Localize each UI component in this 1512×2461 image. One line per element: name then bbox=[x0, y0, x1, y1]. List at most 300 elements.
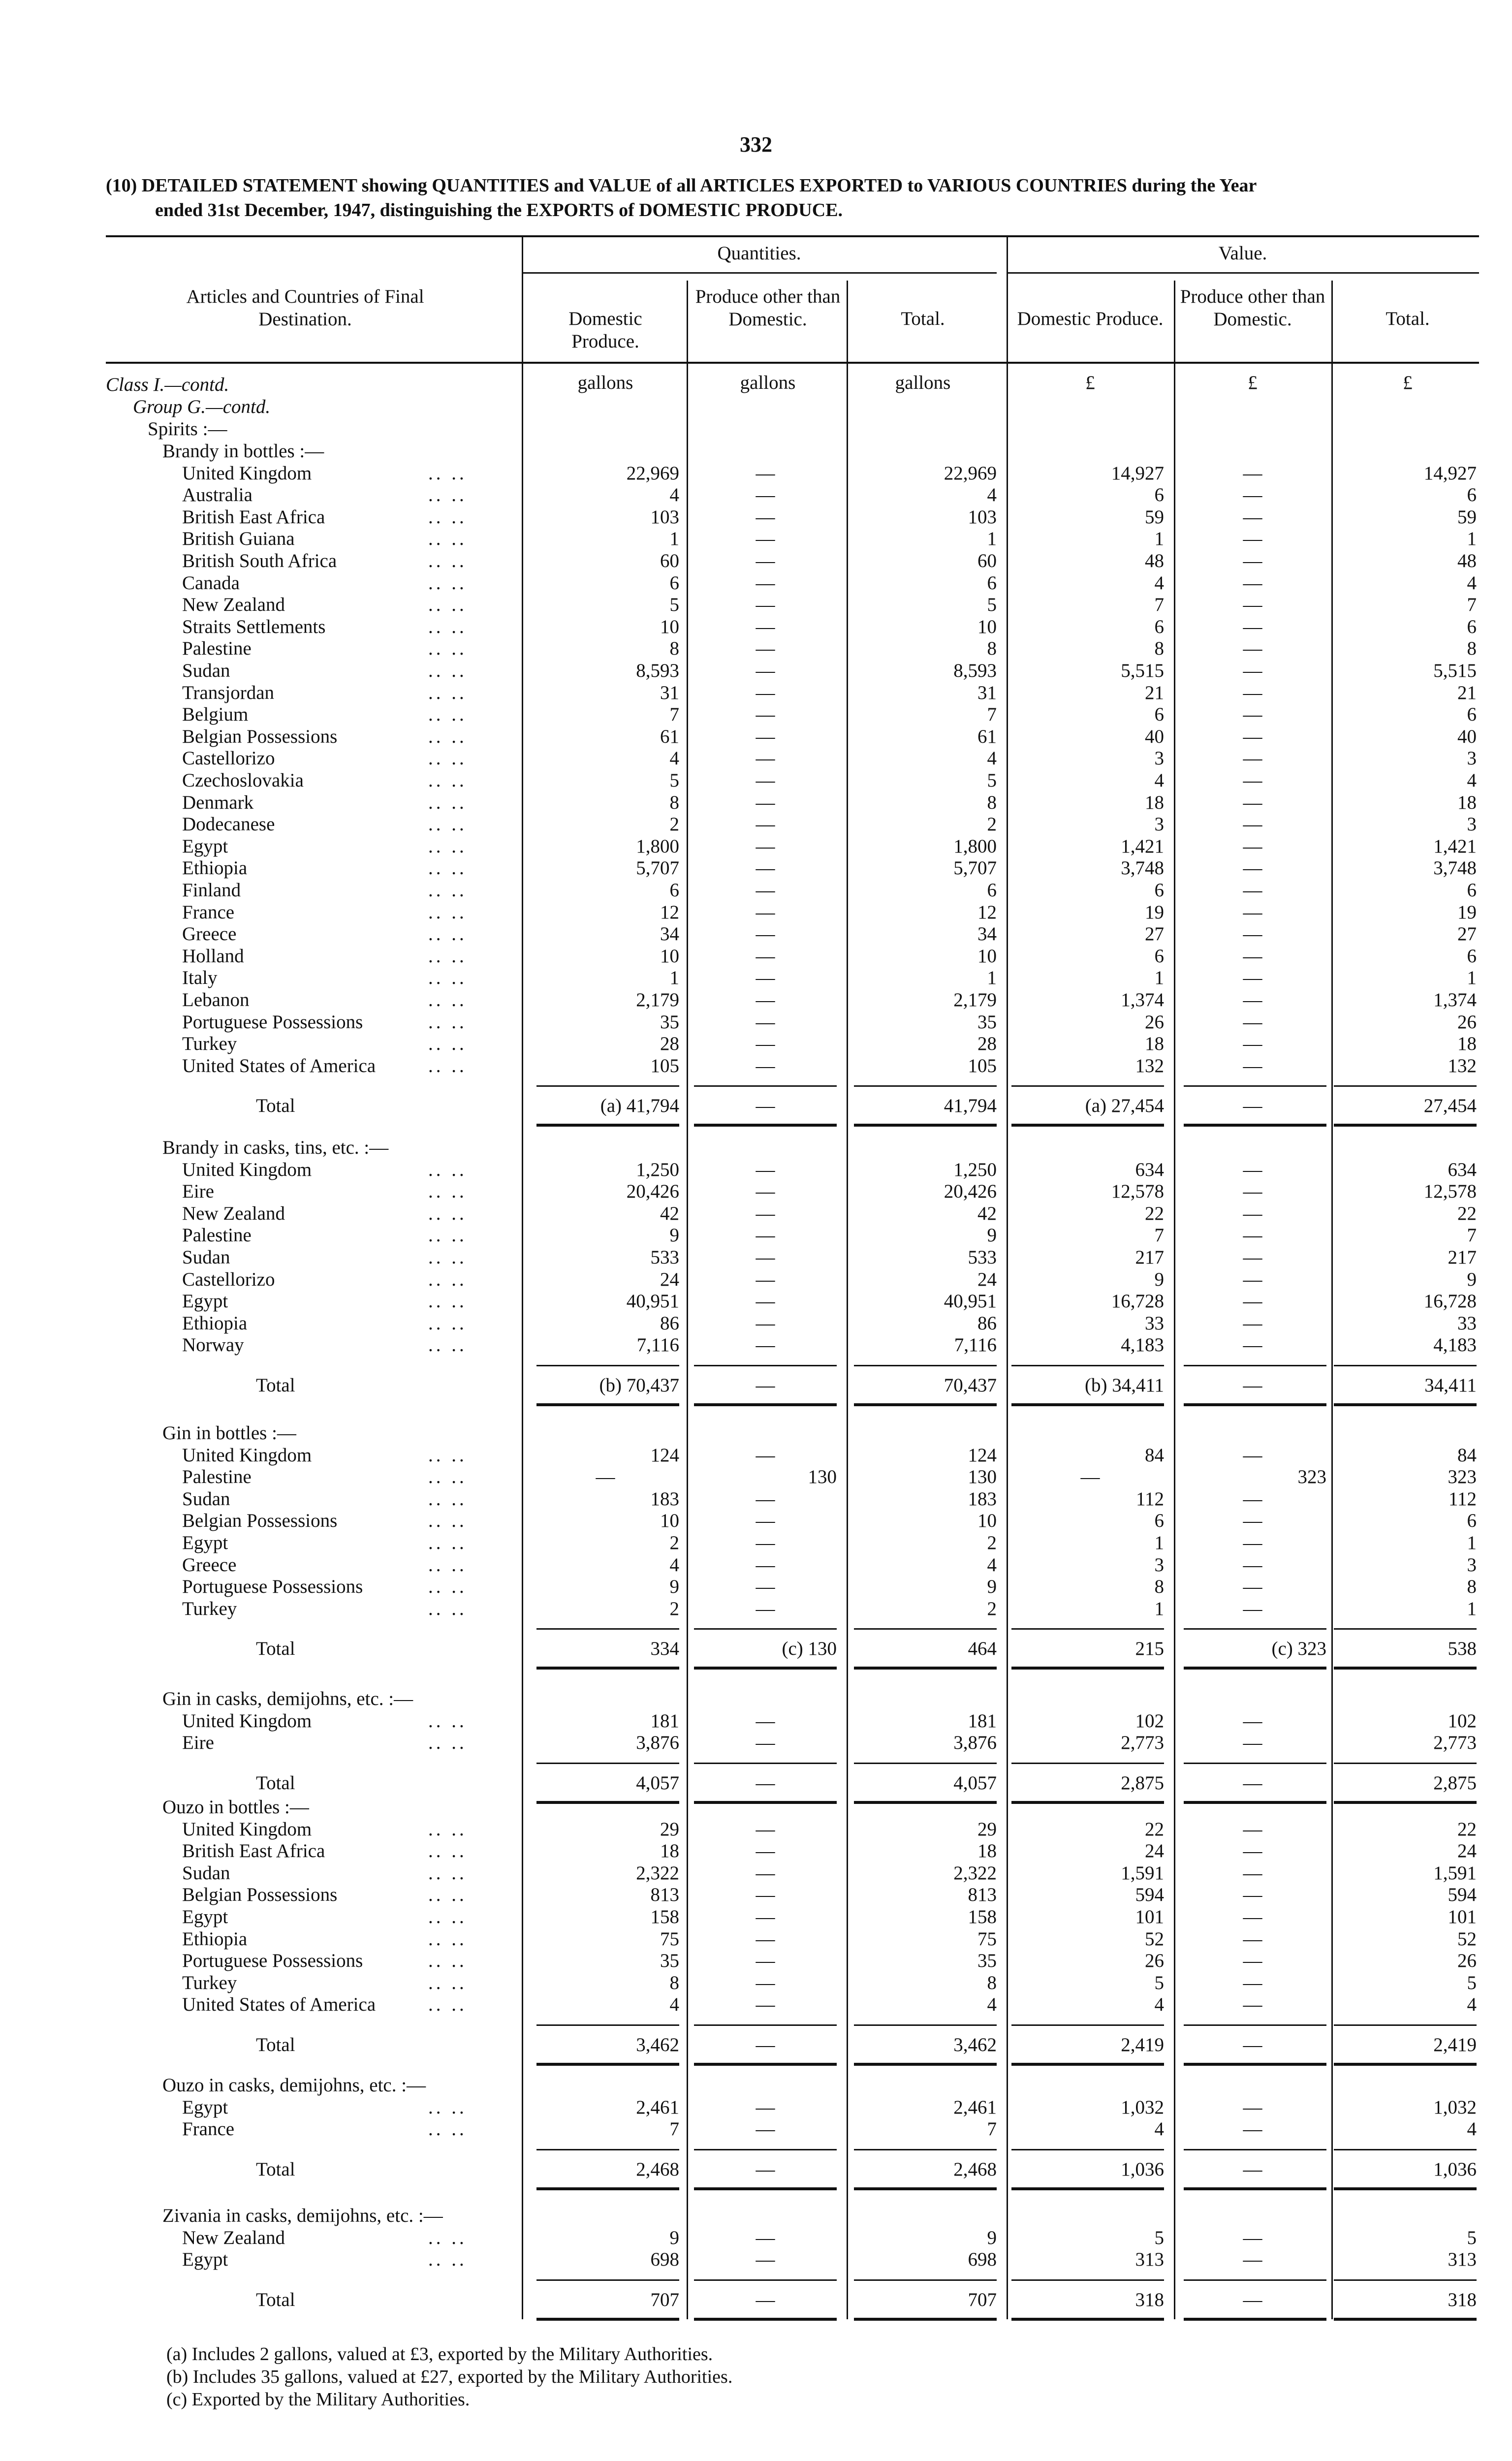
dash-cell: — bbox=[756, 1247, 775, 1268]
dash-cell: — bbox=[1243, 1576, 1262, 1598]
value-cell: 6 bbox=[1467, 704, 1477, 726]
dash-cell: — bbox=[756, 791, 775, 813]
value-cell: 3 bbox=[1467, 748, 1477, 769]
country-name: British East Africa bbox=[182, 506, 325, 528]
country-name: Egypt bbox=[182, 2249, 228, 2271]
section-title: Gin in bottles :— bbox=[162, 1422, 296, 1444]
subtotal-rule bbox=[536, 1085, 679, 1087]
country-name: Egypt bbox=[182, 1291, 228, 1312]
total-value-cell: 334 bbox=[650, 1638, 679, 1660]
value-cell: 4 bbox=[987, 1554, 997, 1576]
value-cell: 1,421 bbox=[1121, 835, 1164, 857]
value-cell: 4,183 bbox=[1433, 1334, 1477, 1356]
value-cell: 33 bbox=[1145, 1312, 1164, 1334]
value-cell: 31 bbox=[977, 682, 997, 703]
total-rule bbox=[694, 2063, 837, 2066]
total-rule bbox=[1184, 2318, 1326, 2321]
value-cell: 4 bbox=[669, 1554, 679, 1576]
value-cell: 2,461 bbox=[953, 2096, 997, 2118]
value-cell: 813 bbox=[968, 1884, 997, 1906]
country-name: British East Africa bbox=[182, 1840, 325, 1862]
total-rule bbox=[536, 1667, 679, 1670]
total-value-cell: 27,454 bbox=[1423, 1095, 1477, 1117]
value-cell: 103 bbox=[968, 506, 997, 528]
dash-cell: — bbox=[1243, 594, 1262, 616]
country-name: Egypt bbox=[182, 2096, 228, 2118]
total-rule bbox=[854, 1124, 997, 1127]
dot-leader: .. .. bbox=[428, 1840, 467, 1862]
value-cell: 40 bbox=[1457, 726, 1477, 747]
dash-cell: — bbox=[1243, 638, 1262, 660]
dash-cell: — bbox=[1243, 2249, 1262, 2271]
dot-leader: .. .. bbox=[428, 1862, 467, 1884]
dash-cell: — bbox=[1243, 1554, 1262, 1576]
value-cell: 24 bbox=[660, 1268, 679, 1290]
subtotal-rule bbox=[536, 2024, 679, 2026]
dash-cell: — bbox=[756, 1884, 775, 1906]
dash-cell: — bbox=[756, 1928, 775, 1950]
value-cell: 86 bbox=[660, 1312, 679, 1334]
value-cell: 12 bbox=[660, 901, 679, 923]
dot-leader: .. .. bbox=[428, 748, 467, 769]
subtotal-rule bbox=[1334, 1763, 1477, 1764]
value-cell: 4 bbox=[1154, 2118, 1164, 2140]
country-name: Greece bbox=[182, 923, 237, 945]
total-rule bbox=[854, 2318, 997, 2321]
total-rule bbox=[536, 2063, 679, 2066]
country-name: Eire bbox=[182, 1181, 214, 1202]
value-cell: 132 bbox=[1448, 1055, 1477, 1076]
dash-cell: — bbox=[1243, 748, 1262, 769]
value-cell: 16,728 bbox=[1111, 1291, 1164, 1312]
dash-cell: — bbox=[756, 748, 775, 769]
subtotal-rule bbox=[1334, 1085, 1477, 1087]
value-cell: 52 bbox=[1457, 1928, 1477, 1950]
dot-leader: .. .. bbox=[428, 791, 467, 813]
country-name: Sudan bbox=[182, 660, 230, 681]
total-label: Total bbox=[256, 2034, 295, 2055]
dash-cell: — bbox=[1243, 1159, 1262, 1180]
dash-cell: — bbox=[1243, 1055, 1262, 1076]
value-cell: 112 bbox=[1135, 1488, 1164, 1510]
dash-cell: — bbox=[756, 835, 775, 857]
value-cell: 2,179 bbox=[636, 989, 679, 1010]
dash-cell: — bbox=[1243, 550, 1262, 571]
spirits-label: Spirits :— bbox=[148, 418, 227, 440]
subtotal-rule bbox=[536, 1365, 679, 1366]
dash-cell: — bbox=[1243, 1268, 1262, 1290]
dash-cell: — bbox=[756, 1159, 775, 1180]
value-cell: 3,748 bbox=[1121, 857, 1164, 879]
value-cell: 4 bbox=[1467, 1994, 1477, 2016]
value-cell: 7 bbox=[987, 2118, 997, 2140]
value-cell: 19 bbox=[1457, 901, 1477, 923]
dot-leader: .. .. bbox=[428, 989, 467, 1010]
subtotal-rule bbox=[854, 1628, 997, 1630]
heading-line-1: (10) DETAILED STATEMENT showing QUANTITIES and VALUE of all ARTICLES EXPORTED to VARIOUS COUNTRIES during the Year bbox=[106, 175, 1257, 196]
country-name: Egypt bbox=[182, 1532, 228, 1553]
total-rule bbox=[1334, 1801, 1477, 1804]
dot-leader: .. .. bbox=[428, 1312, 467, 1334]
total-value-cell: (c) 323 bbox=[1271, 1638, 1326, 1660]
total-rule bbox=[694, 2187, 837, 2190]
dash-cell: — bbox=[1243, 945, 1262, 967]
country-name: Turkey bbox=[182, 1598, 237, 1619]
country-name: Ethiopia bbox=[182, 857, 248, 879]
value-cell: 158 bbox=[650, 1906, 679, 1927]
value-cell: 29 bbox=[977, 1818, 997, 1840]
total-value-cell: 4,057 bbox=[636, 1772, 679, 1794]
value-cell: 14,927 bbox=[1111, 462, 1164, 484]
dash-cell: — bbox=[1243, 1011, 1262, 1033]
subtotal-rule bbox=[1011, 1085, 1164, 1087]
value-cell: 1 bbox=[1154, 528, 1164, 550]
country-name: Turkey bbox=[182, 1033, 237, 1055]
value-cell: 84 bbox=[1145, 1444, 1164, 1466]
dot-leader: .. .. bbox=[428, 1181, 467, 1202]
total-value-cell: 2,875 bbox=[1433, 1772, 1477, 1794]
country-name: France bbox=[182, 2118, 235, 2140]
value-cell: 3 bbox=[1154, 814, 1164, 835]
dot-leader: .. .. bbox=[428, 2227, 467, 2248]
dash-cell: — bbox=[756, 616, 775, 637]
total-value-cell: 707 bbox=[968, 2289, 997, 2310]
value-cell: 84 bbox=[1457, 1444, 1477, 1466]
total-rule bbox=[536, 2187, 679, 2190]
value-cell: 4 bbox=[987, 748, 997, 769]
value-cell: 35 bbox=[660, 1011, 679, 1033]
dash-cell: — bbox=[756, 1994, 775, 2016]
value-cell: 10 bbox=[977, 616, 997, 637]
dash-cell: — bbox=[756, 726, 775, 747]
dash-cell: — bbox=[1243, 989, 1262, 1010]
value-underline bbox=[1007, 272, 1479, 274]
value-cell: 8 bbox=[669, 1972, 679, 1993]
value-cell: 4 bbox=[1467, 770, 1477, 791]
subtotal-rule bbox=[1011, 2279, 1164, 2281]
total-label: Total bbox=[256, 1772, 295, 1794]
dash-cell: — bbox=[756, 1011, 775, 1033]
value-cell: 2,773 bbox=[1121, 1732, 1164, 1754]
value-cell: 9 bbox=[1467, 1268, 1477, 1290]
value-cell: 7 bbox=[1467, 594, 1477, 616]
footnote-b: (b) Includes 35 gallons, valued at £27, exported by the Military Authorities. bbox=[166, 2366, 733, 2387]
value-cell: 18 bbox=[660, 1840, 679, 1862]
value-cell: 1 bbox=[1154, 1598, 1164, 1619]
value-cell: 181 bbox=[650, 1710, 679, 1732]
value-cell: 60 bbox=[660, 550, 679, 571]
country-name: Italy bbox=[182, 967, 218, 989]
dash-cell: — bbox=[756, 1488, 775, 1510]
dash-cell: — bbox=[756, 1576, 775, 1598]
dot-leader: .. .. bbox=[428, 857, 467, 879]
country-name: Egypt bbox=[182, 1906, 228, 1927]
value-cell: 1,591 bbox=[1433, 1862, 1477, 1884]
value-cell: 6 bbox=[1154, 945, 1164, 967]
value-cell: 1 bbox=[669, 967, 679, 989]
value-cell: 130 bbox=[808, 1466, 837, 1488]
value-cell: 8 bbox=[1154, 1576, 1164, 1598]
total-rule bbox=[536, 1403, 679, 1406]
dash-cell: — bbox=[1243, 1510, 1262, 1532]
country-name: Transjordan bbox=[182, 682, 275, 703]
value-cell: 7 bbox=[669, 2118, 679, 2140]
value-cell: 6 bbox=[1467, 616, 1477, 637]
value-cell: 6 bbox=[669, 572, 679, 594]
total-rule bbox=[694, 1124, 837, 1127]
dash-cell: — bbox=[756, 945, 775, 967]
dash-cell: — bbox=[756, 1202, 775, 1224]
value-cell: 183 bbox=[650, 1488, 679, 1510]
total-rule bbox=[1334, 1403, 1477, 1406]
dot-leader: .. .. bbox=[428, 1532, 467, 1553]
header-bottom-rule bbox=[106, 362, 1479, 364]
subtotal-rule bbox=[854, 1365, 997, 1366]
value-cell: 9 bbox=[669, 1225, 679, 1246]
dash-cell: — bbox=[756, 1840, 775, 1862]
dash-cell: — bbox=[1243, 1181, 1262, 1202]
dash-cell: — bbox=[1243, 572, 1262, 594]
value-cell: 21 bbox=[1145, 682, 1164, 703]
value-cell: 7 bbox=[1154, 1225, 1164, 1246]
dash-cell: — bbox=[1243, 1818, 1262, 1840]
value-cell: 18 bbox=[977, 1840, 997, 1862]
dot-leader: .. .. bbox=[428, 901, 467, 923]
total-rule bbox=[1011, 2063, 1164, 2066]
total-rule bbox=[1184, 1124, 1326, 1127]
dash-cell: — bbox=[756, 660, 775, 681]
value-cell: 22,969 bbox=[944, 462, 997, 484]
value-cell: 10 bbox=[660, 616, 679, 637]
dot-leader: .. .. bbox=[428, 967, 467, 989]
dash-cell: — bbox=[756, 1732, 775, 1754]
header-val-total: Total. bbox=[1386, 308, 1430, 329]
subtotal-rule bbox=[1011, 1365, 1164, 1366]
class-label: Class I.—contd. bbox=[106, 374, 229, 395]
total-rule bbox=[1011, 1801, 1164, 1804]
total-value-cell: (a) 41,794 bbox=[600, 1095, 679, 1117]
value-cell: 61 bbox=[660, 726, 679, 747]
value-cell: 35 bbox=[977, 1950, 997, 1972]
value-cell: 1,374 bbox=[1121, 989, 1164, 1010]
value-cell: 9 bbox=[669, 2227, 679, 2248]
total-label: Total bbox=[256, 1375, 295, 1396]
dot-leader: .. .. bbox=[428, 923, 467, 945]
header-value: Value. bbox=[1218, 243, 1267, 264]
dash-cell: — bbox=[1243, 835, 1262, 857]
total-dash-cell: — bbox=[1243, 2289, 1262, 2310]
quantities-underline bbox=[522, 272, 997, 274]
subtotal-rule bbox=[1184, 1628, 1326, 1630]
dash-cell: — bbox=[1243, 1202, 1262, 1224]
value-cell: 42 bbox=[977, 1202, 997, 1224]
dash-cell: — bbox=[1243, 1884, 1262, 1906]
value-cell: 533 bbox=[968, 1247, 997, 1268]
value-cell: 8 bbox=[987, 791, 997, 813]
value-cell: 2,322 bbox=[953, 1862, 997, 1884]
total-value-cell: 318 bbox=[1135, 2289, 1164, 2310]
value-cell: 181 bbox=[968, 1710, 997, 1732]
dash-cell: — bbox=[756, 550, 775, 571]
value-cell: 40,951 bbox=[944, 1291, 997, 1312]
total-value-cell: 2,468 bbox=[636, 2158, 679, 2180]
value-cell: 1,032 bbox=[1121, 2096, 1164, 2118]
dash-cell: — bbox=[756, 989, 775, 1010]
dot-leader: .. .. bbox=[428, 1884, 467, 1906]
value-cell: 4 bbox=[1154, 1994, 1164, 2016]
dash-cell: — bbox=[756, 528, 775, 550]
country-name: Czechoslovakia bbox=[182, 770, 304, 791]
dot-leader: .. .. bbox=[428, 1225, 467, 1246]
total-dash-cell: — bbox=[756, 1375, 775, 1396]
dash-cell: — bbox=[1243, 1291, 1262, 1312]
country-name: Sudan bbox=[182, 1862, 230, 1884]
section-title: Brandy in casks, tins, etc. :— bbox=[162, 1137, 389, 1158]
value-cell: 22 bbox=[1145, 1202, 1164, 1224]
dash-cell: — bbox=[596, 1466, 615, 1488]
dash-cell: — bbox=[756, 1906, 775, 1927]
value-cell: 8 bbox=[669, 791, 679, 813]
value-cell: 1,800 bbox=[953, 835, 997, 857]
subtotal-rule bbox=[1334, 2279, 1477, 2281]
value-cell: 35 bbox=[660, 1950, 679, 1972]
value-cell: 28 bbox=[977, 1033, 997, 1055]
value-cell: 102 bbox=[1448, 1710, 1477, 1732]
subtotal-rule bbox=[694, 1365, 837, 1366]
value-cell: 634 bbox=[1448, 1159, 1477, 1180]
country-name: United States of America bbox=[182, 1994, 376, 2016]
value-cell: 2,322 bbox=[636, 1862, 679, 1884]
unit-qty-other: gallons bbox=[740, 372, 796, 393]
total-label: Total bbox=[256, 1095, 295, 1117]
country-name: Eire bbox=[182, 1732, 214, 1754]
dash-cell: — bbox=[1243, 2118, 1262, 2140]
value-cell: 6 bbox=[1154, 880, 1164, 901]
total-value-cell: (c) 130 bbox=[782, 1638, 837, 1660]
value-cell: 2 bbox=[669, 1598, 679, 1619]
total-dash-cell: — bbox=[756, 2289, 775, 2310]
value-cell: 24 bbox=[1457, 1840, 1477, 1862]
value-cell: 22 bbox=[1457, 1818, 1477, 1840]
country-name: Belgian Possessions bbox=[182, 726, 338, 747]
dash-cell: — bbox=[1243, 857, 1262, 879]
dash-cell: — bbox=[1243, 1840, 1262, 1862]
country-name: Palestine bbox=[182, 1225, 252, 1246]
value-cell: 6 bbox=[1154, 1510, 1164, 1532]
dot-leader: .. .. bbox=[428, 1466, 467, 1488]
dot-leader: .. .. bbox=[428, 1928, 467, 1950]
value-cell: 101 bbox=[1448, 1906, 1477, 1927]
subtotal-rule bbox=[1011, 2024, 1164, 2026]
value-cell: 8 bbox=[1467, 1576, 1477, 1598]
dot-leader: .. .. bbox=[428, 2096, 467, 2118]
dash-cell: — bbox=[1243, 704, 1262, 726]
value-cell: 1,250 bbox=[636, 1159, 679, 1180]
value-cell: 9 bbox=[1154, 1268, 1164, 1290]
country-name: Denmark bbox=[182, 791, 254, 813]
group-label: Group G.—contd. bbox=[133, 396, 271, 417]
value-cell: 26 bbox=[1457, 1950, 1477, 1972]
value-cell: 8 bbox=[987, 1972, 997, 1993]
value-cell: 7 bbox=[987, 704, 997, 726]
total-value-cell: 4,057 bbox=[953, 1772, 997, 1794]
dash-cell: — bbox=[1243, 880, 1262, 901]
value-cell: 2 bbox=[669, 1532, 679, 1553]
dash-cell: — bbox=[756, 506, 775, 528]
value-cell: 4 bbox=[1467, 572, 1477, 594]
country-name: Dodecanese bbox=[182, 814, 275, 835]
value-cell: 8 bbox=[669, 638, 679, 660]
value-cell: 6 bbox=[987, 880, 997, 901]
value-cell: 10 bbox=[977, 1510, 997, 1532]
value-cell: 1,374 bbox=[1433, 989, 1477, 1010]
value-cell: 16,728 bbox=[1423, 1291, 1477, 1312]
dot-leader: .. .. bbox=[428, 660, 467, 681]
total-rule bbox=[1184, 2187, 1326, 2190]
value-cell: 5,515 bbox=[1121, 660, 1164, 681]
country-name: Belgian Possessions bbox=[182, 1510, 338, 1532]
total-rule bbox=[1334, 2063, 1477, 2066]
value-cell: 105 bbox=[650, 1055, 679, 1076]
header-qty-domestic: Domestic Produce. bbox=[568, 308, 642, 352]
dash-cell: — bbox=[756, 1532, 775, 1553]
unit-qty-domestic: gallons bbox=[577, 372, 633, 393]
dash-cell: — bbox=[1243, 1247, 1262, 1268]
dash-cell: — bbox=[1243, 660, 1262, 681]
subtotal-rule bbox=[536, 1628, 679, 1630]
dot-leader: .. .. bbox=[428, 1334, 467, 1356]
value-cell: 158 bbox=[968, 1906, 997, 1927]
subtotal-rule bbox=[694, 1763, 837, 1764]
total-dash-cell: — bbox=[756, 2158, 775, 2180]
value-cell: 698 bbox=[650, 2249, 679, 2271]
total-value-cell: 318 bbox=[1448, 2289, 1477, 2310]
dash-cell: — bbox=[756, 1972, 775, 1993]
dot-leader: .. .. bbox=[428, 880, 467, 901]
value-cell: 5 bbox=[1467, 1972, 1477, 1993]
value-cell: 6 bbox=[1467, 945, 1477, 967]
total-rule bbox=[854, 1667, 997, 1670]
dash-cell: — bbox=[756, 814, 775, 835]
value-cell: 7,116 bbox=[636, 1334, 679, 1356]
total-rule bbox=[1184, 2063, 1326, 2066]
unit-val-total: £ bbox=[1403, 372, 1413, 393]
total-rule bbox=[854, 2063, 997, 2066]
country-name: Portuguese Possessions bbox=[182, 1576, 363, 1598]
subtotal-rule bbox=[854, 1085, 997, 1087]
value-cell: 75 bbox=[660, 1928, 679, 1950]
subtotal-rule bbox=[1184, 2279, 1326, 2281]
value-cell: 3 bbox=[1467, 814, 1477, 835]
value-cell: 323 bbox=[1297, 1466, 1326, 1488]
dash-cell: — bbox=[1243, 1994, 1262, 2016]
dash-cell: — bbox=[756, 967, 775, 989]
value-cell: 18 bbox=[1457, 1033, 1477, 1055]
value-cell: 8,593 bbox=[953, 660, 997, 681]
value-cell: 103 bbox=[650, 506, 679, 528]
total-rule bbox=[1184, 1403, 1326, 1406]
dash-cell: — bbox=[1243, 967, 1262, 989]
total-rule bbox=[1184, 1801, 1326, 1804]
value-cell: 27 bbox=[1145, 923, 1164, 945]
value-cell: 5 bbox=[1154, 2227, 1164, 2248]
country-name: New Zealand bbox=[182, 594, 285, 616]
value-cell: 59 bbox=[1457, 506, 1477, 528]
total-rule bbox=[1011, 1667, 1164, 1670]
value-cell: 35 bbox=[977, 1011, 997, 1033]
value-cell: 217 bbox=[1448, 1247, 1477, 1268]
value-cell: 5,515 bbox=[1433, 660, 1477, 681]
